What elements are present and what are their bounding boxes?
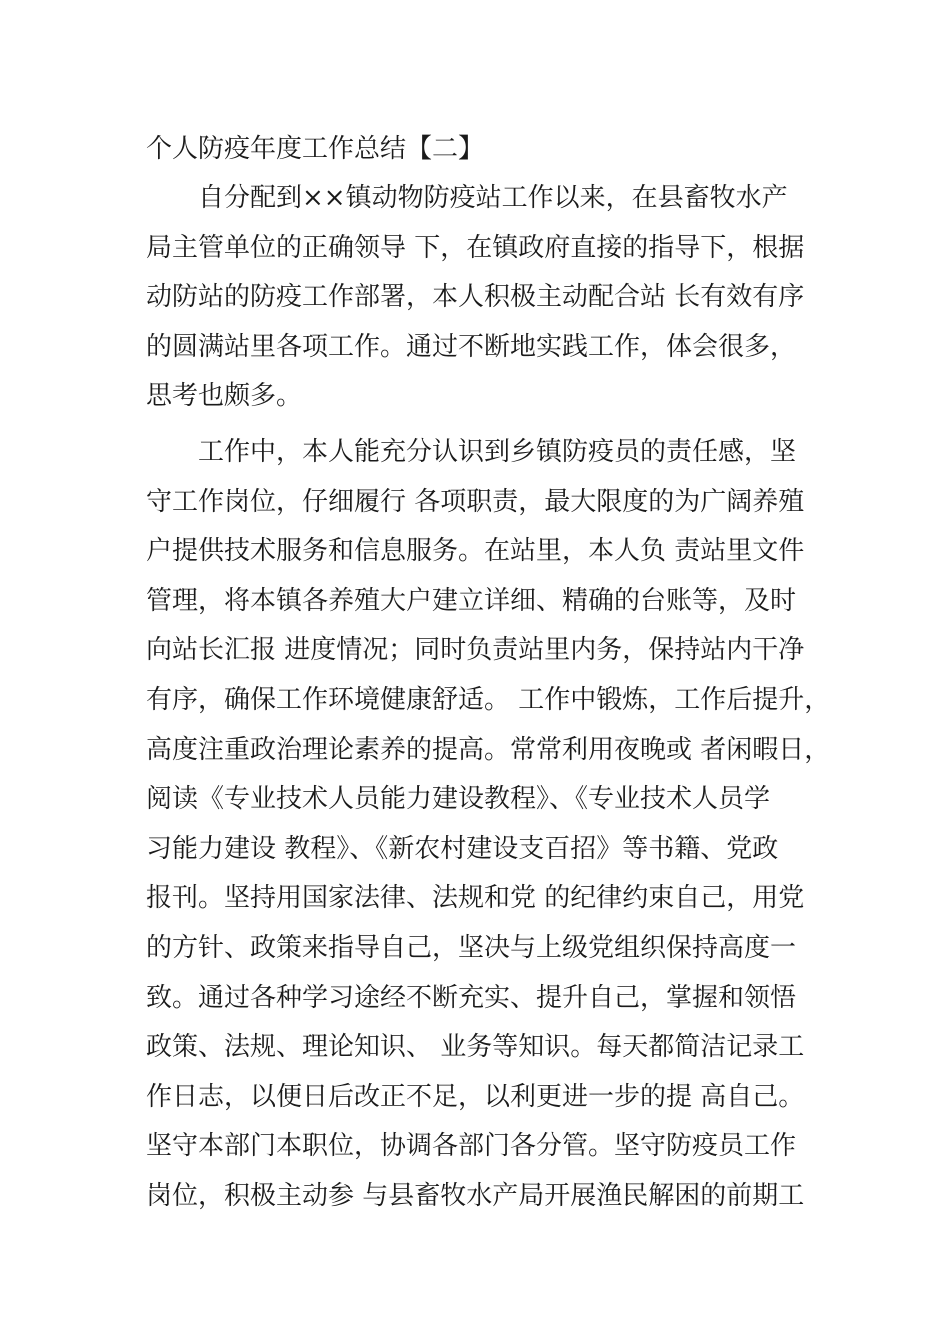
- paragraph-1: [146, 174, 836, 422]
- paragraph-line: 致。通过各种学习途经不断充实、提升自己，掌握和领悟: [146, 982, 797, 1013]
- paragraph-line: 阅读《专业技术人员能力建设教程》、《专业技术人员学: [146, 784, 771, 815]
- paragraph-line: 习能力建设 教程》、《新农村建设支百招》等书籍、党政: [146, 833, 779, 864]
- paragraph-line: 局主管单位的正确领导 下，在镇政府直接的指导下，根据: [146, 232, 805, 263]
- document-title: 个人防疫年度工作总结【二】: [146, 134, 485, 164]
- paragraph-line: 管理，将本镇各养殖大户建立详细、精确的台账等，及时: [146, 585, 797, 616]
- paragraph-line: 的圆满站里各项工作。通过不断地实践工作，体会很多，: [146, 331, 797, 362]
- document-body: [146, 124, 836, 1221]
- paragraph-line: 岗位，积极主动参 与县畜牧水产局开展渔民解困的前期工: [146, 1180, 805, 1211]
- paragraph-line: 思考也颇多。: [146, 381, 303, 412]
- paragraph-line: 报刊。坚持用国家法律、法规和党 的纪律约束自己，用党: [146, 883, 805, 914]
- paragraph-line: 动防站的防疫工作部署，本人积极主动配合站 长有效有序: [146, 282, 805, 313]
- paragraph-2: [146, 428, 836, 1222]
- paragraph-line: 作日志，以便日后改正不足，以利更进一步的提 高自己。: [146, 1081, 805, 1112]
- paragraph-line: 工作中，本人能充分认识到乡镇防疫员的责任感，坚: [198, 436, 797, 467]
- paragraph-line: 守工作岗位，仔细履行 各项职责，最大限度的为广阔养殖: [146, 486, 805, 517]
- paragraph-line: 坚守本部门本职位，协调各部门各分管。坚守防疫员工作: [146, 1131, 797, 1162]
- paragraph-line: 有序，确保工作环境健康舒适。 工作中锻炼，工作后提升，: [146, 684, 831, 715]
- paragraph-line: 的方针、政策来指导自己，坚决与上级党组织保持高度一: [146, 932, 797, 963]
- paragraph-line: 向站长汇报 进度情况；同时负责站里内务，保持站内干净: [146, 635, 805, 666]
- paragraph-line: 户提供技术服务和信息服务。在站里，本人负 责站里文件: [146, 536, 805, 567]
- paragraph-line: 高度注重政治理论素养的提高。常常利用夜晚或 者闲暇日，: [146, 734, 831, 765]
- paragraph-line: 政策、法规、理论知识、 业务等知识。每天都简洁记录工: [146, 1032, 805, 1063]
- paragraph-line: 自分配到××镇动物防疫站工作以来，在县畜牧水产: [198, 183, 788, 213]
